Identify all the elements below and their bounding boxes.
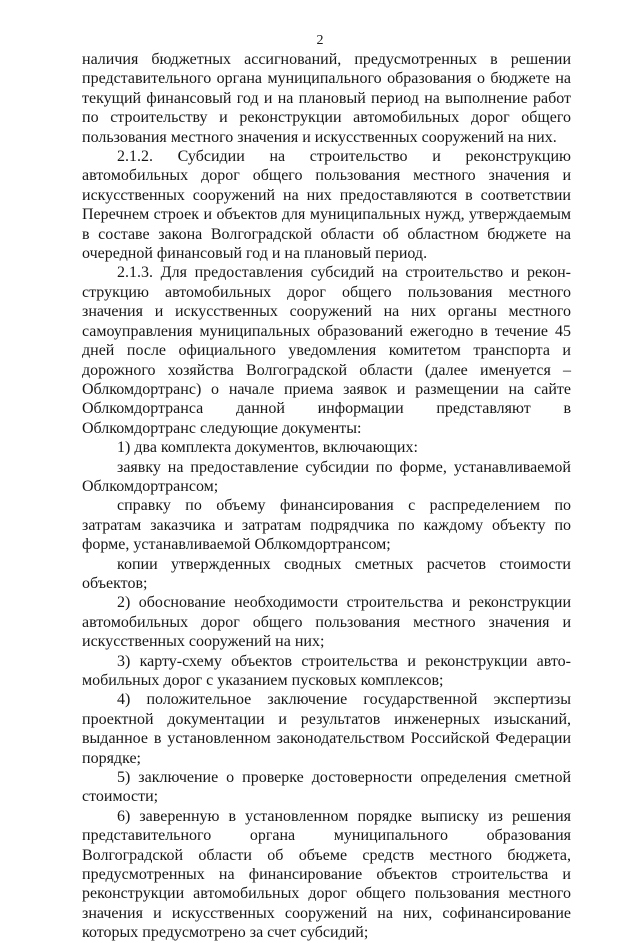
list-item-3: 3) карту-схему объектов строительства и реконструкции автомобильных дорог с указанием пусковых комплексов; xyxy=(82,652,571,689)
sub-item-estimate-copies: копии утвержденных сводных сметных расчетов стоимости объектов; xyxy=(82,555,571,592)
list-item-4: 4) положительное заключение государственной экспертизы проектной документации и результатов инженерных изысканий, выданное в установленном законодательством Российской Федерации порядке; xyxy=(82,691,571,767)
list-item-6: 6) заверенную в установленном порядке выписку из решения представительного органа муниципального образования Волгоградской области об объеме средств местного бюджета, предусмотренных на финансирование объектов строительства и реконструкции автомобильных дорог общего пользования местного значения и искусственных сооружений на них, софинансирование которых предусмотрено за счет субсидий; xyxy=(82,807,571,942)
list-item-1: 1) два комплекта документов, включающих: xyxy=(117,439,418,457)
paragraph-2-1-3: 2.1.3. Для предоставления субсидий на строительство и реконструкцию автомобильных дорог общего пользования местного значения и искусственных сооружений на них органы местного самоуправления муниципальных образований ежегодно в течение 45 дней после официального уведомления комитетом транспорта и дорожного хозяйства Волгоградской области (далее именуется – Облкомдортранс) о начале приема заявок и размещении на сайте Облкомдортранса данной информации представляют в Облкомдортранс следующие документы: xyxy=(82,264,571,437)
sub-item-application: заявку на предоставление субсидии по форме, устанавливаемой Облкомдортрансом; xyxy=(82,458,571,495)
page-number: 2 xyxy=(316,33,324,48)
list-item-2: 2) обоснование необходимости строительства и реконструкции автомобильных дорог общего пользования местного значения и искусственных сооружений на них; xyxy=(82,594,571,651)
paragraph-continuation: наличия бюджетных ассигнований, предусмотренных в решении представительного органа муниципального образования о бюджете на текущий финансовый год и на плановый период на выполнение работ по строительству и реконструкции автомобильных дорог общего пользования местного значения и искусственных сооружений на них. xyxy=(82,51,571,146)
list-item-5: 5) заключение о проверке достоверности определения сметной стоимости; xyxy=(82,769,571,806)
sub-item-funding-certificate: справку по объему финансирования с распределением по затратам заказчика и затратам подрядчика по каждому объекту по форме, устанавливаемой Облкомдортрансом; xyxy=(82,497,571,554)
paragraph-2-1-2: 2.1.2. Субсидии на строительство и реконструкцию автомобильных дорог общего пользования местного значения и искусственных сооружений на них предоставляются в соответствии Перечнем строек и объектов для муниципальных нужд, утверждаемым в составе закона Волгоградской области об областном бюджете на очередной финансовый год и на плановый период. xyxy=(82,148,571,263)
document-body xyxy=(82,50,571,943)
